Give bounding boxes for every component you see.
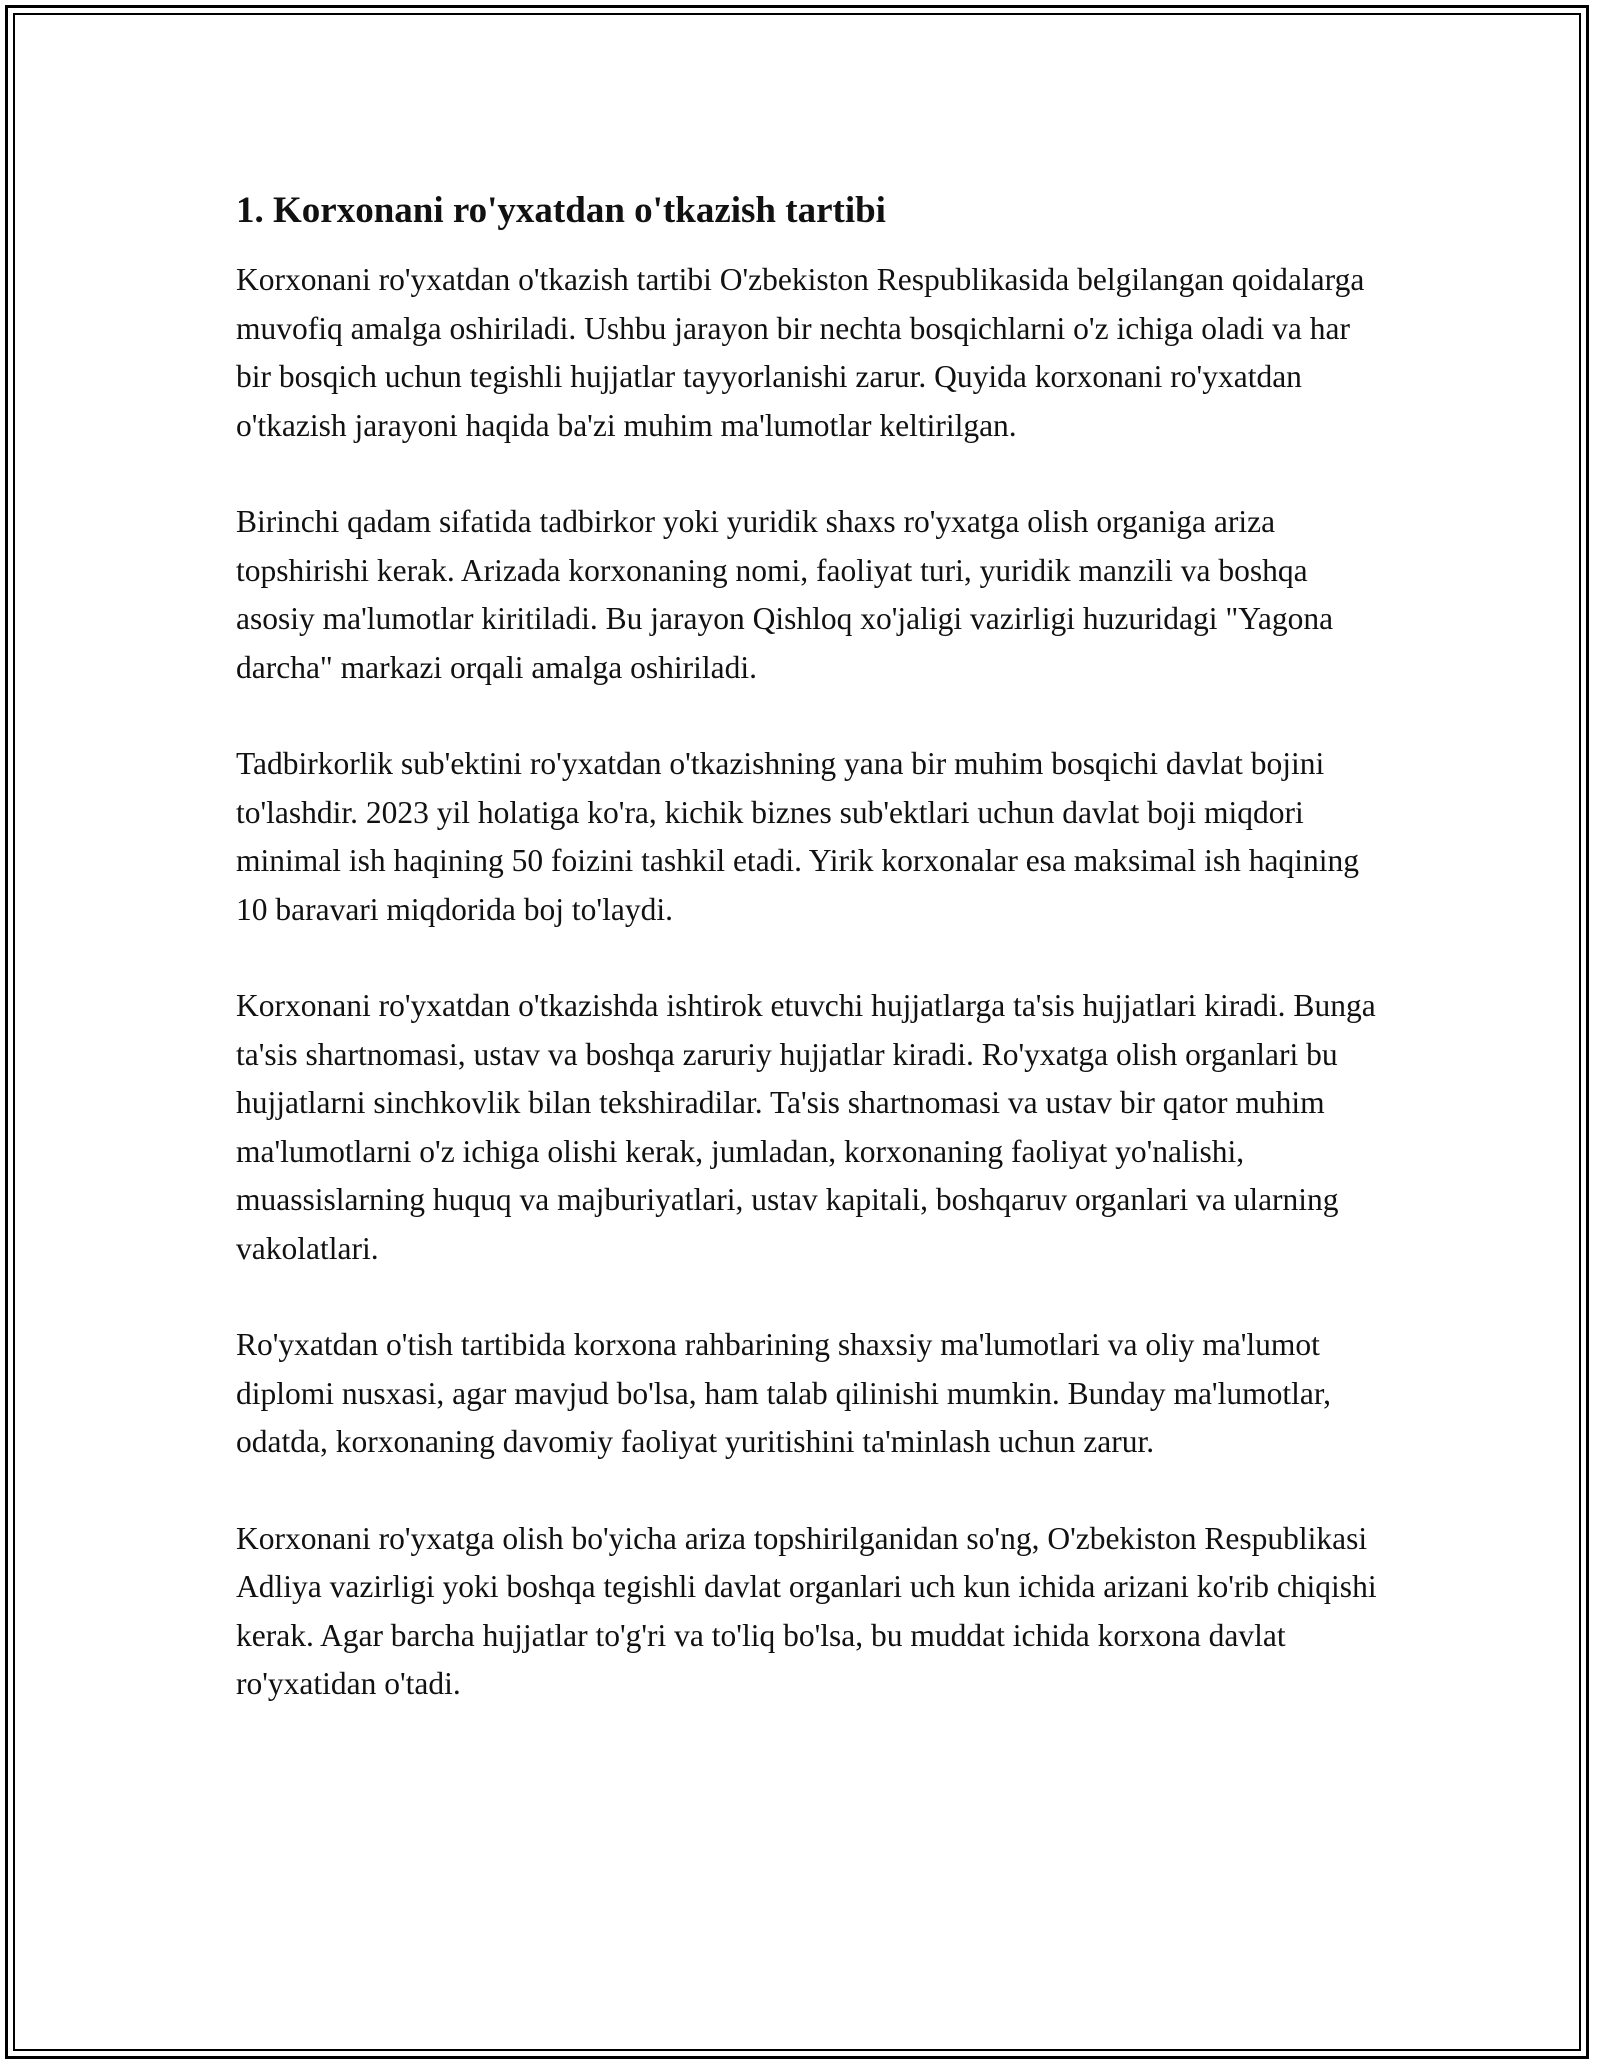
section-heading: 1. Korxonani ro'yxatdan o'tkazish tartibi (236, 190, 886, 231)
paragraph-3: Tadbirkorlik sub'ektini ro'yxatdan o'tkazishning yana bir muhim bosqichi davlat bojini to'lashdir. 2023 yil holatiga ko'ra, kichik biznes sub'ektlari uchun davlat boji miqdori minimal ish haqining 50 foizini tashkil etadi. Yirik korxonalar esa maksimal ish haqining 10 baravari miqdorida boj to'laydi. (236, 746, 1360, 927)
paragraph-4: Korxonani ro'yxatdan o'tkazishda ishtirok etuvchi hujjatlarga ta'sis hujjatlari kiradi. Bunga ta'sis shartnomasi, ustav va boshqa zaruriy hujjatlar kiradi. Ro'yxatga olish organlari bu hujjatlarni sinchkovlik bilan tekshiradilar. Ta'sis shartnomasi va ustav bir qator muhim ma'lumotlarni o'z ichiga olishi kerak, jumladan, korxonaning faoliyat yo'nalishi, muassislarning huquq va majburiyatlari, ustav kapitali, boshqaruv organlari va ularning vakolatlari. (236, 988, 1376, 1266)
paragraph-1: Korxonani ro'yxatdan o'tkazish tartibi O'zbekiston Respublikasida belgilangan qoidalarga muvofiq amalga oshiriladi. Ushbu jarayon bir nechta bosqichlarni o'z ichiga oladi va har bir bosqich uchun tegishli hujjatlar tayyorlanishi zarur. Quyida korxonani ro'yxatdan o'tkazish jarayoni haqida ba'zi muhim ma'lumotlar keltirilgan. (236, 262, 1365, 443)
paragraph-2: Birinchi qadam sifatida tadbirkor yoki yuridik shaxs ro'yxatga olish organiga ariza topshirishi kerak. Arizada korxonaning nomi, faoliyat turi, yuridik manzili va boshqa asosiy ma'lumotlar kiritiladi. Bu jarayon Qishloq xo'jaligi vazirligi huzuridagi "Yagona darcha" markazi orqali amalga oshiriladi. (236, 504, 1334, 685)
paragraph-5: Ro'yxatdan o'tish tartibida korxona rahbarining shaxsiy ma'lumotlari va oliy ma'lumot diplomi nusxasi, agar mavjud bo'lsa, ham talab qilinishi mumkin. Bunday ma'lumotlar, odatda, korxonaning davomiy faoliyat yuritishini ta'minlash uchun zarur. (236, 1327, 1331, 1459)
document-body (236, 186, 1386, 1757)
paragraph-6: Korxonani ro'yxatga olish bo'yicha ariza topshirilganidan so'ng, O'zbekiston Respublikasi Adliya vazirligi yoki boshqa tegishli davlat organlari uch kun ichida arizani ko'rib chiqishi kerak. Agar barcha hujjatlar to'g'ri va to'liq bo'lsa, bu muddat ichida korxona davlat ro'yxatidan o'tadi. (236, 1520, 1377, 1701)
